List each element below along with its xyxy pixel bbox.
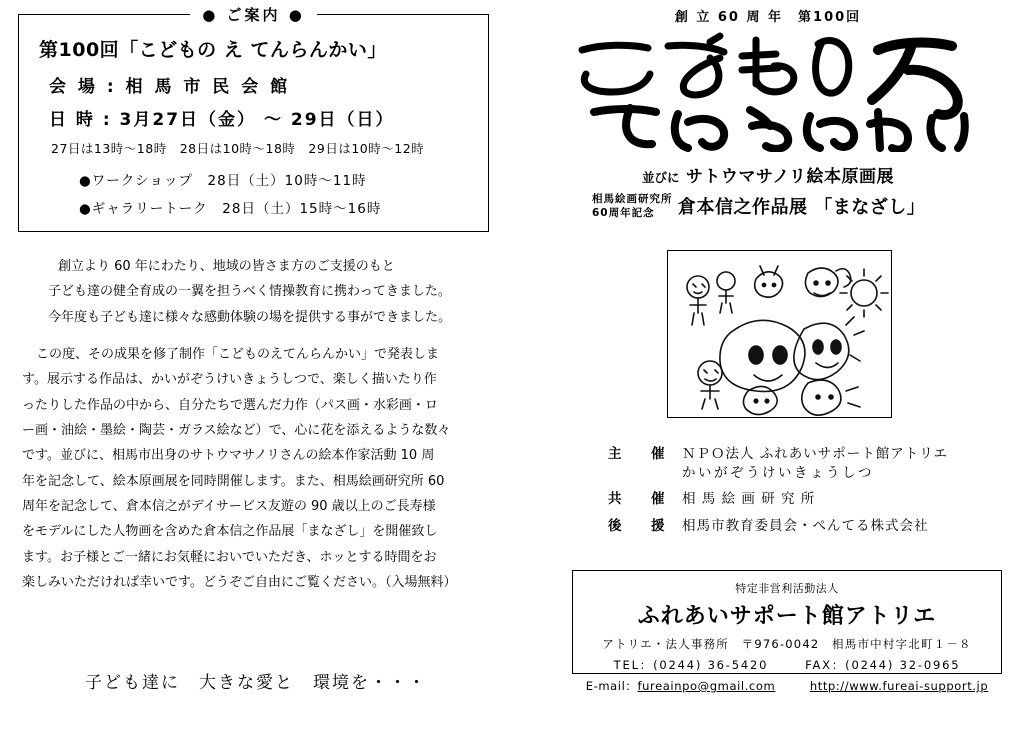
notice-event-title: 第100回「こどもの え てんらんかい」 [39,39,387,61]
paragraph-2 [22,342,490,595]
notice-heading-wrap [18,4,489,26]
subtitle-kuramoto-note [592,192,678,220]
childrens-drawing-image [667,250,892,418]
credit-label-host: 主 催 [608,446,673,462]
paragraph-2-line-7: 周年を記念して、倉本信之がデイサービス友遊の 90 歳以上のご長寿様 [22,499,436,515]
credit-row-cohost [608,493,1024,507]
organization-fax: FAX：(0244) 32-0965 [805,658,961,672]
paragraph-1 [22,254,490,330]
credit-value-host [682,448,948,480]
subtitle-kuramoto [592,192,1012,220]
credit-row-host [608,448,1024,480]
subtitle-kuramoto-note-line1: 相馬絵画研究所 [592,193,673,205]
body-text [22,254,490,595]
title-logo [560,22,990,152]
paragraph-2-line-5: です。並びに、相馬市出身のサトウマサノリさんの絵本作家活動 10 周 [22,448,435,464]
credit-label-support: 後 援 [608,517,673,534]
credit-value-host-line1: ＮＰＯ法人 ふれあいサポート館アトリエ [682,446,949,462]
organization-email-label: E-mail： [585,679,638,693]
subtitle-main: サトウマサノリ絵本原画展 [685,167,895,187]
organization-phone-row [573,657,1001,673]
paragraph-2-line-6: 年を記念して、絵本原画展を同時開催します。また、相馬絵画研究所 60 [22,473,445,489]
paragraph-2-line-2: す。展示する作品は、かいがぞうけいきょうしつで、楽しく描いたり作 [22,372,437,388]
credits-list [608,448,1024,546]
organization-kind: 特定非営利活動法人 [735,582,839,595]
notice-venue: 会 場 : 相 馬 市 民 会 館 [49,77,291,97]
paragraph-2-line-4: ー画・油絵・墨絵・陶芸・ガラス絵など）で、心に花を添えるような数々 [22,423,451,439]
credit-value-cohost: 相 馬 絵 画 研 究 所 [682,491,816,507]
organization-contact-row [573,678,1001,694]
subtitle-picture-book [512,162,1024,187]
subtitle-kuramoto-title: 倉本信之作品展 「まなざし」 [678,197,926,219]
notice-gallery-talk: ●ギャラリートーク 28日（土）15時～16時 [79,201,382,217]
organization-tel: TEL：(0244) 36-5420 [613,658,769,672]
paragraph-1-line-1: 創立より 60 年にわたり、地域の皆さま方のご支援のもと [58,259,395,274]
notice-hours: 27日は13時～18時 28日は10時～18時 29日は10時～12時 [51,141,425,156]
right-column [512,0,1024,729]
organization-address: アトリエ・法人事務所 〒976-0042 相馬市中村字北町１－８ [602,637,972,651]
paragraph-1-line-3: 今年度も子ども達に様々な感動体験の場を提供する事ができました。 [48,309,452,325]
paragraph-2-line-3: ったりした作品の中から、自分たちで選んだ力作（パス画・水彩画・ロ [22,397,438,413]
subtitle-kuramoto-note-line2: 60周年記念 [592,207,655,220]
credit-value-support: 相馬市教育委員会・ぺんてる株式会社 [682,517,929,534]
anniversary-label: 創 立 60 周 年 第100回 [674,10,862,25]
credit-label-cohost: 共 催 [608,491,673,507]
paragraph-2-line-10: 楽しみいただければ幸いです。どうぞご自由にご覧ください。（入場無料） [22,575,457,591]
organization-website-link[interactable]: http://www.fureai-support.jp [809,679,989,693]
paragraph-1-line-2: 子ども達の健全育成の一翼を担うべく情操教育に携わってきました。 [48,284,451,300]
subtitle-prefix: 並びに [641,170,680,185]
slogan: 子ども達に 大きな愛と 環境を・・・ [85,673,427,693]
paragraph-2-line-8: をモデルにした人物画を含めた倉本信之作品展「まなざし」を開催致し [22,524,438,540]
paragraph-2-line-9: ます。お子様とご一緒にお気軽においでいただき、ホッとする時間をお [22,549,437,565]
organization-name: ふれあいサポート館アトリエ [637,604,937,629]
credit-value-host-line2: かいがぞうけいきょうしつ [682,464,874,481]
notice-box [18,14,489,232]
notice-workshop: ●ワークショップ 28日（土）10時～11時 [79,173,367,189]
organization-box [572,570,1002,693]
notice-heading: ● ご案内 ● [190,4,317,25]
notice-date: 日 時 : 3月27日（金） ～ 29日（日） [49,110,395,130]
credit-row-support [608,517,1024,534]
paragraph-2-line-1: この度、その成果を修了制作「こどものえてんらんかい」で発表しま [36,347,440,363]
organization-email-link[interactable]: fureainpo@gmail.com [637,679,776,693]
